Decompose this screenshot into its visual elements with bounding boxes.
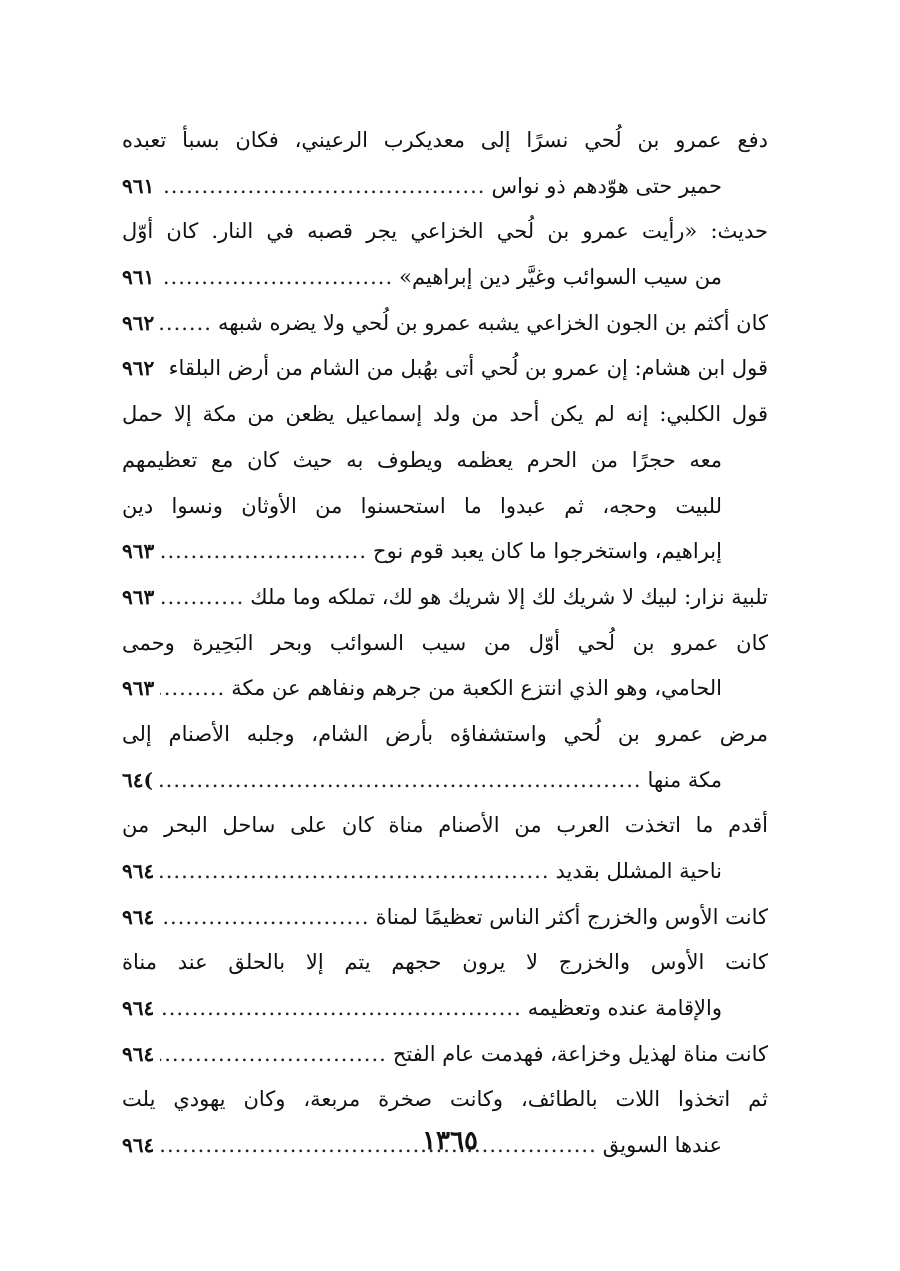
- page-reference: ٩٦٤: [122, 904, 155, 929]
- entry-text: ناحية المشلل بقديد: [555, 859, 722, 883]
- entry-text: تلبية نزار: لبيك لا شريك لك إلا شريك هو لك، تملكه وما ملك: [250, 584, 768, 609]
- entry-text: مكة منها: [647, 767, 722, 792]
- entry-line: [122, 392, 768, 438]
- dot-leader: [160, 575, 244, 621]
- dot-leader: [160, 346, 162, 392]
- entry-text: أقدم ما اتخذت العرب من الأصنام مناة كان على ساحل البحر من: [122, 813, 768, 838]
- entry-line: [122, 484, 768, 530]
- entry-line: [122, 712, 768, 758]
- entry-line: [122, 940, 768, 986]
- entry-text: مرض عمرو بن لُحي واستشفاؤه بأرض الشام، وجلبه الأصنام إلى: [122, 721, 768, 746]
- entry-text: كان أكثم بن الجون الخزاعي يشبه عمرو بن لُحي ولا يضره شبهه: [217, 310, 768, 335]
- entry-text: ثم اتخذوا اللات بالطائف، وكانت صخرة مربعة، وكان يهودي يلت: [122, 1087, 768, 1112]
- entry-line-with-page: [122, 758, 768, 804]
- entry-line-with-page: [122, 986, 768, 1032]
- entry-line-with-page: [122, 1032, 768, 1078]
- entry-line-with-page: [122, 346, 768, 392]
- index-entry: [122, 301, 768, 347]
- page-reference: ٩٦٤: [122, 996, 155, 1021]
- dot-leader: [160, 986, 522, 1032]
- entry-text: كانت الأوس والخزرج لا يرون حجهم يتم إلا بالحلق عند مناة: [122, 950, 768, 975]
- entry-text: دفع عمرو بن لُحي نسرًا إلى معديكرب الرعيني، فكان بسبأ تعبده: [122, 128, 768, 152]
- index-entries: [122, 118, 768, 1169]
- page-reference: ٩٦٣: [122, 676, 155, 701]
- index-entry: [122, 895, 768, 941]
- index-entry: [122, 1032, 768, 1078]
- entry-text: قول ابن هشام: إن عمرو بن لُحي أتى بهُبل من الشام من أرض البلقاء: [168, 356, 768, 381]
- index-entry: [122, 621, 768, 712]
- entry-line: [122, 438, 768, 484]
- entry-text: الحامي، وهو الذي انتزع الكعبة من جرهم ونفاهم عن مكة: [231, 676, 722, 701]
- entry-text: قول الكلبي: إنه لم يكن أحد من ولد إسماعيل يظعن من مكة إلا حمل: [122, 402, 768, 427]
- entry-line-with-page: [122, 164, 768, 210]
- index-entry: [122, 392, 768, 575]
- entry-line-with-page: [122, 575, 768, 621]
- page-reference: ٩٦٣: [122, 584, 155, 609]
- page-reference: ٩٦٢: [122, 356, 155, 381]
- entry-text: للبيت وحجه، ثم عبدوا ما استحسنوا من الأوثان ونسوا دين: [122, 493, 722, 518]
- index-entry: [122, 209, 768, 300]
- index-entry: [122, 803, 768, 894]
- entry-line-with-page: [122, 849, 768, 895]
- index-entry: [122, 940, 768, 1031]
- dot-leader: [160, 301, 212, 347]
- entry-text: معه حجرًا من الحرم يعظمه ويطوف به حيث كان مع تعظيمهم: [122, 447, 722, 472]
- entry-text: كان عمرو بن لُحي أوّل من سيب السوائب وبحر البَحِيرة وحمى: [122, 630, 768, 655]
- entry-line-with-page: [122, 255, 768, 301]
- dot-leader: [160, 895, 369, 941]
- dot-leader: [160, 1032, 387, 1078]
- entry-line-with-page: [122, 895, 768, 941]
- page-reference: ٩٦٤: [122, 859, 155, 883]
- index-entry: [122, 346, 768, 392]
- page-reference: ٩٦٤: [122, 1041, 155, 1066]
- page-reference: ٩٦٢: [122, 310, 155, 335]
- page-reference: ٩٦٣: [122, 539, 155, 564]
- entry-text: والإقامة عنده وتعظيمه: [527, 996, 722, 1021]
- page-reference: ٩٦١: [122, 265, 155, 290]
- index-entry: [122, 575, 768, 621]
- entry-text: كانت الأوس والخزرج أكثر الناس تعظيمًا لمناة: [375, 904, 768, 929]
- page-reference: ٩٦٤: [122, 1133, 155, 1158]
- dot-leader: [160, 666, 225, 712]
- index-entry: [122, 118, 768, 209]
- dot-leader: [160, 164, 485, 210]
- page-reference: )٦٤: [122, 767, 153, 792]
- dot-leader: [159, 758, 642, 804]
- entry-text: كانت مناة لهذيل وخزاعة، فهدمت عام الفتح: [392, 1041, 768, 1066]
- entry-line: [122, 621, 768, 667]
- entry-line: [122, 209, 768, 255]
- entry-text: عندها السويق: [602, 1133, 722, 1158]
- entry-line-with-page: [122, 529, 768, 575]
- entry-line-with-page: [122, 301, 768, 347]
- entry-line: [122, 803, 768, 849]
- entry-line: [122, 1077, 768, 1123]
- index-entry: [122, 712, 768, 803]
- entry-text: حديث: «رأيت عمرو بن لُحي الخزاعي يجر قصبه في النار. كان أوّل: [122, 219, 768, 244]
- entry-text: إبراهيم، واستخرجوا ما كان يعبد قوم نوح: [373, 539, 722, 564]
- dot-leader: [160, 255, 393, 301]
- page-reference: ٩٦١: [122, 173, 155, 198]
- page-number: ١٣٦٥: [422, 1126, 478, 1156]
- entry-text: حمير حتى هوّدهم ذو نواس: [491, 173, 722, 198]
- entry-line-with-page: [122, 666, 768, 712]
- dot-leader: [160, 529, 367, 575]
- entry-text: من سيب السوائب وغيَّر دين إبراهيم»: [399, 265, 722, 290]
- dot-leader: [160, 849, 549, 895]
- entry-line: [122, 118, 768, 164]
